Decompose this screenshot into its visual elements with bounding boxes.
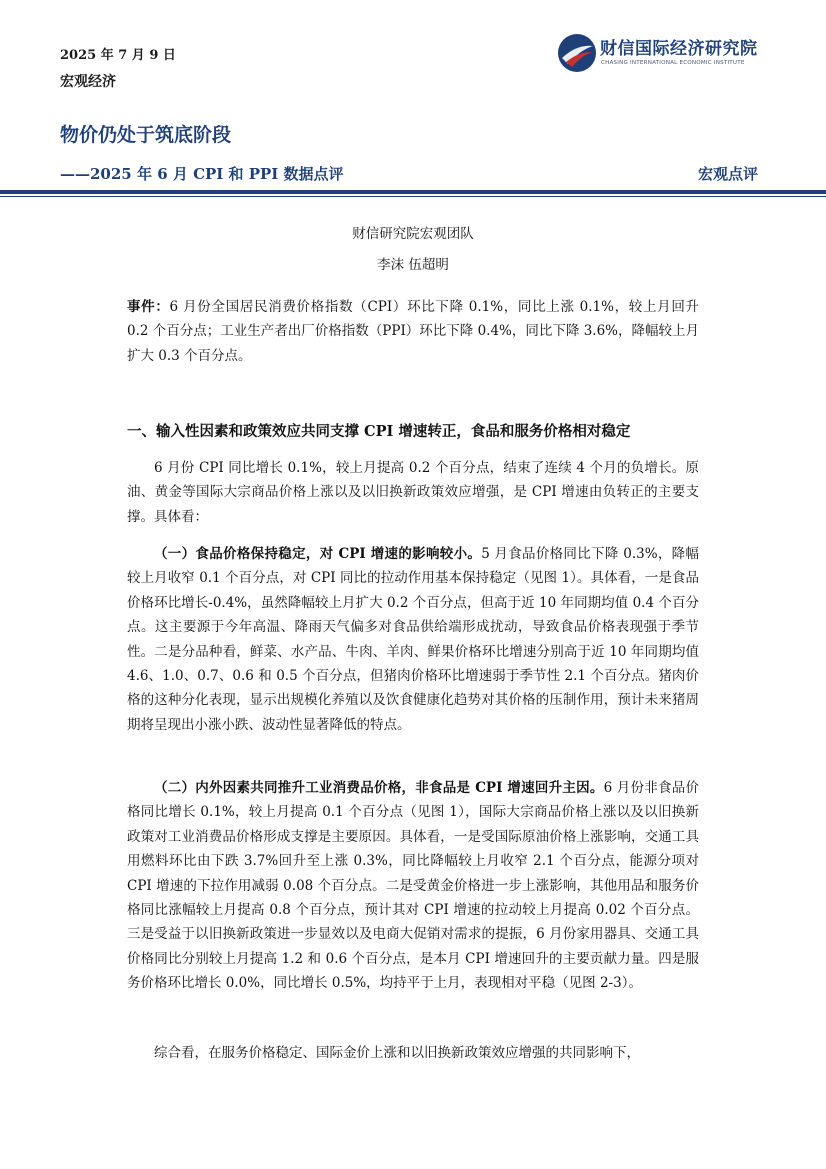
summary-paragraph: 综合看，在服务价格稳定、国际金价上涨和以旧换新政策效应增强的共同影响下， bbox=[154, 1045, 640, 1061]
logo-mark-icon bbox=[556, 32, 598, 74]
event-paragraph bbox=[127, 295, 699, 368]
header-divider-thick bbox=[0, 190, 826, 194]
report-category: 宏观经济 bbox=[60, 74, 116, 90]
logo-text-cn: 财信国际经济研究院 bbox=[600, 39, 758, 59]
report-date: 2025 年 7 月 9 日 bbox=[60, 48, 176, 63]
event-label: 事件： bbox=[127, 299, 170, 315]
logo-text-en: CHASING INTERNATIONAL ECONOMIC INSTITUTE bbox=[601, 60, 745, 66]
nonfood-price-paragraph bbox=[127, 776, 699, 996]
food-price-text: 5 月食品价格同比下降 0.3%，降幅较上月收窄 0.1 个百分点，对 CPI 同比的拉动作用基本保持稳定（见图 1）。具体看，一是食品价格环比增长-0.4%，虽然降幅较上月扩大 0.2 个百分点，但高于近 10 年同期均值 0.4 个百分点。这主要源于今年高温、降雨天气偏多对食品供给端形成扰动，导致食品价格表现强于季节性。二是分品种看，鲜菜、水产品、牛肉、羊肉、鲜果价格环比增速分别高于近 10 年同期均值 4.6、1.0、0.7、0.6 和 0.5 个百分点，但猪肉价格环比增速弱于季节性 2.1 个百分点。猪肉价格的这种分化表现，显示出规模化养殖以及饮食健康化趋势对其价格的压制作用，预计未来猪周期将呈现出小涨小跌、波动性显著降低的特点。 bbox=[127, 546, 699, 733]
event-text: 6 月份全国居民消费价格指数（CPI）环比下降 0.1%，同比上涨 0.1%，较上月回升 0.2 个百分点；工业生产者出厂价格指数（PPI）环比下降 0.4%，同比下降 3.6%，降幅较上月扩大 0.3 个百分点。 bbox=[127, 299, 699, 364]
report-type-label: 宏观点评 bbox=[697, 165, 758, 183]
section-heading: 一、输入性因素和政策效应共同支撑 CPI 增速转正，食品和服务价格相对稳定 bbox=[127, 423, 631, 440]
nonfood-price-text: 6 月份非食品价格同比增长 0.1%，较上月提高 0.1 个百分点（见图 1），国际大宗商品价格上涨以及以旧换新政策对工业消费品价格形成支撑是主要原因。具体看，一是受国际原油价格上涨影响，交通工具用燃料环比由下跌 3.7%回升至上涨 0.3%，同比降幅较上月收窄 2.1 个百分点，能源分项对 CPI 增速的下拉作用减弱 0.08 个百分点。二是受黄金价格进一步上涨影响，其他用品和服务价格同比涨幅较上月提高 0.8 个百分点，预计其对 CPI 增速的拉动较上月提高 0.02 个百分点。三是受益于以旧换新政策进一步显效以及电商大促销对需求的提振，6 月份家用器具、交通工具价格同比分别较上月提高 1.2 和 0.6 个百分点，是本月 CPI 增速回升的主要贡献力量。四是服务价格环比增长 0.0%，同比增长 0.5%，均持平于上月，表现相对平稳（见图 2-3）。 bbox=[127, 780, 699, 992]
research-team: 财信研究院宏观团队 bbox=[352, 226, 474, 242]
page-subtitle: ——2025 年 6 月 CPI 和 PPI 数据点评 bbox=[60, 165, 344, 183]
author-names: 李沫 伍超明 bbox=[377, 257, 449, 273]
page-title: 物价仍处于筑底阶段 bbox=[60, 124, 232, 146]
intro-paragraph: 6 月份 CPI 同比增长 0.1%，较上月提高 0.2 个百分点，结束了连续 4 个月的负增长。原油、黄金等国际大宗商品价格上涨以及以旧换新政策效应增强，是 CPI 增速由负转正的主要支撑。具体看： bbox=[127, 460, 699, 525]
header-divider-thin bbox=[0, 196, 826, 197]
food-price-paragraph bbox=[127, 542, 699, 737]
nonfood-price-heading: （二）内外因素共同推升工业消费品价格，非食品是 CPI 增速回升主因。 bbox=[154, 780, 604, 796]
institute-logo bbox=[556, 30, 786, 74]
food-price-heading: （一）食品价格保持稳定，对 CPI 增速的影响较小。 bbox=[154, 546, 482, 562]
